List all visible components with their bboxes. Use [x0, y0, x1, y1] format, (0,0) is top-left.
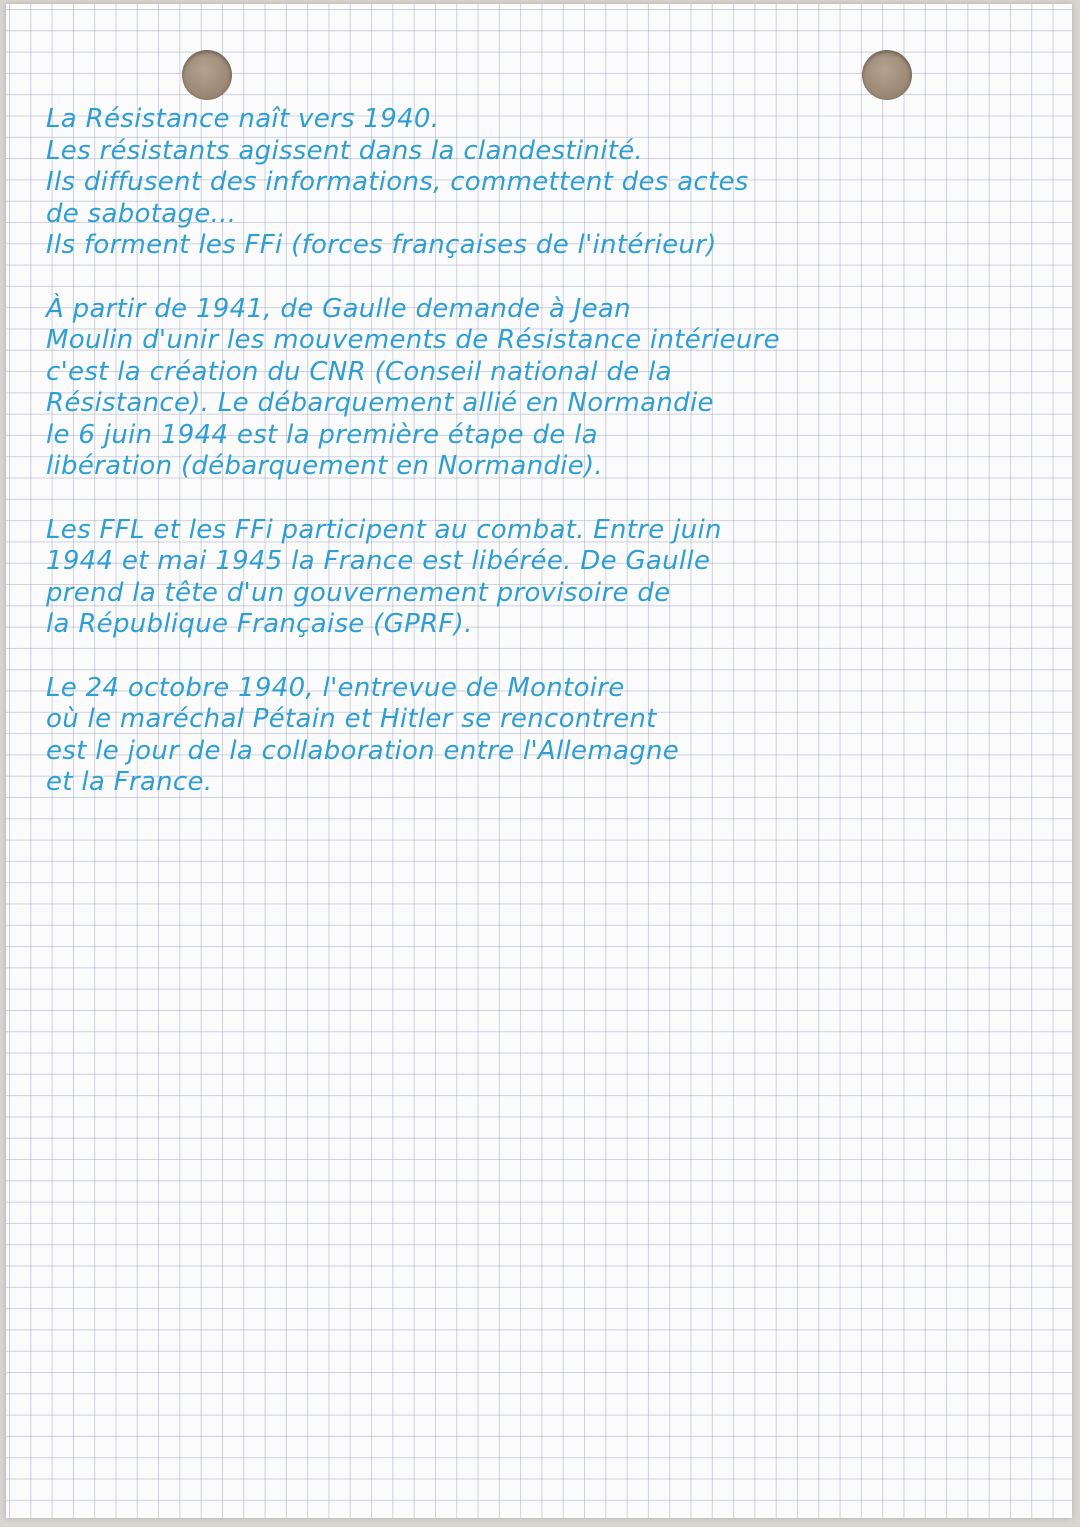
note-line: Moulin d'unir les mouvements de Résistance intérieure — [46, 325, 780, 355]
handwritten-notes — [46, 104, 1056, 831]
note-line: À partir de 1941, de Gaulle demande à Jean — [46, 293, 631, 324]
note-line: Ils diffusent des informations, commettent des actes — [46, 167, 749, 197]
paragraph-de-gaulle-cnr — [46, 294, 1056, 483]
note-line: prend la tête d'un gouvernement provisoire de — [46, 577, 671, 608]
note-line: Ils forment les FFi (forces françaises de l'intérieur) — [46, 230, 717, 260]
note-line: Les FFL et les FFi participent au combat. Entre juin — [46, 514, 722, 545]
note-line: et la France. — [46, 767, 213, 797]
note-line: Les résistants agissent dans la clandestinité. — [46, 135, 644, 166]
note-line: libération (débarquement en Normandie). — [46, 451, 604, 481]
notebook-page — [6, 4, 1072, 1518]
note-line: 1944 et mai 1945 la France est libérée. De Gaulle — [46, 546, 711, 576]
paragraph-montoire — [46, 673, 1056, 799]
note-line: le 6 juin 1944 est la première étape de la — [46, 419, 598, 450]
note-line: est le jour de la collaboration entre l'Allemagne — [46, 735, 680, 766]
note-line: où le maréchal Pétain et Hitler se rencontrent — [46, 704, 657, 734]
note-line: de sabotage... — [46, 198, 237, 229]
punch-hole-left — [182, 50, 232, 100]
paragraph-liberation — [46, 515, 1056, 641]
punch-hole-right — [862, 50, 912, 100]
note-line: la République Française (GPRF). — [46, 609, 473, 639]
note-line: Résistance). Le débarquement allié en Normandie — [46, 388, 714, 418]
paragraph-resistance — [46, 104, 1056, 262]
note-line: Le 24 octobre 1940, l'entrevue de Montoire — [46, 672, 625, 703]
note-line: La Résistance naît vers 1940. — [46, 104, 440, 134]
note-line: c'est la création du CNR (Conseil national de la — [46, 356, 672, 387]
